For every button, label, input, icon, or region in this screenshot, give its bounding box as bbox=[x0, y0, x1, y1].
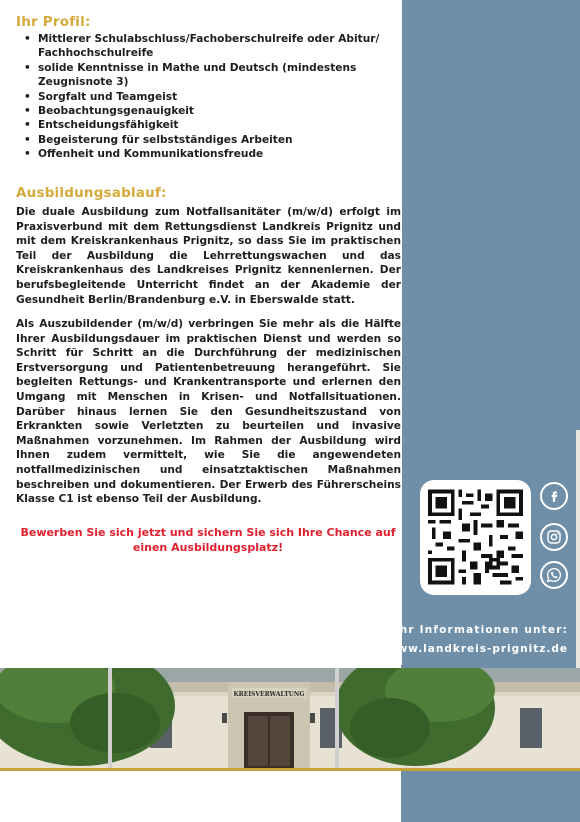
list-item: • Begeisterung für selbstständiges Arbeiten bbox=[22, 133, 392, 147]
course-paragraph-2: Als Auszubildender (m/w/d) verbringen Sie mehr als die Hälfte Ihrer Ausbildungsdauer im praktischen Dienst und werden so Schritt für Schritt an die Durchführung der medizinischen Erstversorgung und Patientenbetreuung herangeführt. Sie begleiten Rettungs- und Krankentransporte und erlernen den Umgang mit Menschen in Krisen- und Notfallsituationen. Darüber hinaus lernen Sie den Gesundheitszustand von Erkrankten sowie Verletzten zu beurteilen und invasive Maßnahmen vorzunehmen. Im Rahmen der Ausbildung wird Ihnen zudem vermittelt, wie Sie die angewendeten notfallmedizinischen und einsatztaktischen Maßnahmen beschreiben und dokumentieren. Der Erwerb des Führerscheins Klasse C1 ist ebenso Teil der Ausbildung. bbox=[16, 318, 401, 506]
whatsapp-glyph bbox=[546, 567, 562, 583]
list-item: • Entscheidungsfähigkeit bbox=[22, 118, 392, 132]
profile-heading: Ihr Profil: bbox=[16, 14, 91, 30]
qr-code[interactable] bbox=[420, 480, 531, 595]
qr-code-icon bbox=[428, 487, 523, 587]
course-paragraph-1: Die duale Ausbildung zum Notfallsanitäter (m/w/d) erfolgt im Praxisverbund mit dem Rettungsdienst Landkreis Prignitz und mit dem Kreiskrankenhaus Prignitz, so dass Sie im praktischen Teil der Ausbildung die Lehrrettungswachen und das Kreiskrankenhaus des Landkreises Prignitz kennenlernen. Der berufsbegleitende Unterricht findet an der Akademie der Gesundheit Berlin/Brandenburg e.V. in Eberswalde statt. bbox=[16, 206, 401, 306]
list-item: • Beobachtungsgenauigkeit bbox=[22, 104, 392, 118]
photo-edge bbox=[576, 430, 580, 670]
profile-list bbox=[22, 32, 392, 162]
list-item: • solide Kenntnisse in Mathe und Deutsch (mindestens Zeugnisnote 3) bbox=[22, 61, 392, 90]
call-to-action: Bewerben Sie sich jetzt und sichern Sie sich Ihre Chance auf einen Ausbildungsplatz! bbox=[20, 526, 396, 554]
website-link[interactable]: www.landkreis-prignitz.de bbox=[386, 643, 568, 655]
course-heading: Ausbildungsablauf: bbox=[16, 185, 167, 201]
building-photo bbox=[0, 668, 580, 768]
instagram-icon[interactable] bbox=[540, 523, 568, 551]
list-item: • Offenheit und Kommunikationsfreude bbox=[22, 147, 392, 161]
building-sign: KREISVERWALTUNG bbox=[233, 691, 305, 698]
list-item: • Sorgfalt und Teamgeist bbox=[22, 90, 392, 104]
bottom-strip bbox=[0, 771, 401, 822]
facebook-icon[interactable] bbox=[540, 482, 568, 510]
building-illustration bbox=[0, 668, 580, 768]
facebook-glyph bbox=[547, 489, 561, 503]
whatsapp-icon[interactable] bbox=[540, 561, 568, 589]
instagram-glyph bbox=[546, 529, 562, 545]
list-item: • Mittlerer Schulabschluss/Fachoberschulreife oder Abitur/ Fachhochschulreife bbox=[22, 32, 392, 61]
info-label: Mehr Informationen unter: bbox=[379, 624, 568, 636]
